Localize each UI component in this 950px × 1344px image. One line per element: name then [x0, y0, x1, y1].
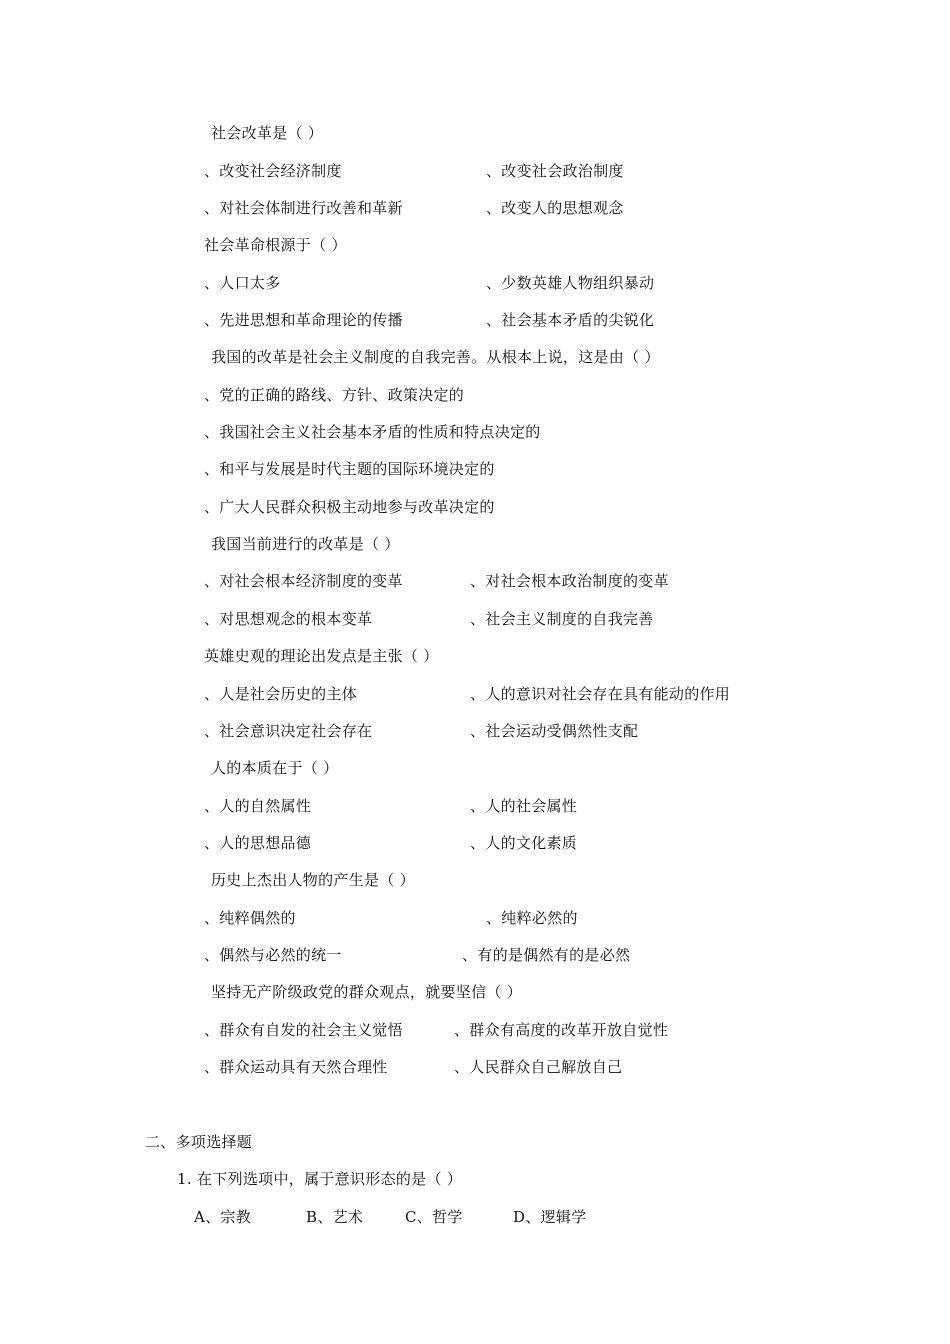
question-3: 我国的改革是社会主义制度的自我完善。从根本上说，这是由（ ） [211, 348, 660, 366]
option-2d: 、社会基本矛盾的尖锐化 [486, 311, 655, 329]
option-6b: 、人的社会属性 [470, 797, 578, 815]
option-6d: 、人的文化素质 [470, 834, 578, 852]
option-5c: 、社会意识决定社会存在 [204, 722, 373, 740]
option-1a: 、改变社会经济制度 [204, 162, 342, 180]
multi-option-c: C、哲学 [405, 1208, 463, 1226]
option-1d: 、改变人的思想观念 [486, 199, 624, 217]
option-3d: 、广大人民群众积极主动地参与改革决定的 [204, 498, 495, 516]
option-3b: 、我国社会主义社会基本矛盾的性质和特点决定的 [204, 423, 541, 441]
option-4a: 、对社会根本经济制度的变革 [204, 572, 403, 590]
question-7: 历史上杰出人物的产生是（ ） [211, 871, 415, 889]
option-7b: 、纯粹必然的 [486, 909, 578, 927]
option-7a: 、纯粹偶然的 [204, 909, 296, 927]
option-4b: 、对社会根本政治制度的变革 [470, 572, 669, 590]
question-8: 坚持无产阶级政党的群众观点，就要坚信（ ） [211, 983, 523, 1001]
option-3a: 、党的正确的路线、方针、政策决定的 [204, 386, 465, 404]
section-heading-multi-choice: 二、多项选择题 [145, 1133, 253, 1151]
multi-option-d: D、逻辑学 [513, 1208, 587, 1226]
option-5a: 、人是社会历史的主体 [204, 685, 358, 703]
multi-option-a: A、宗教 [194, 1208, 252, 1226]
option-8d: 、人民群众自己解放自己 [454, 1058, 623, 1076]
option-4d: 、社会主义制度的自我完善 [470, 610, 654, 628]
option-5d: 、社会运动受偶然性支配 [470, 722, 639, 740]
option-2c: 、先进思想和革命理论的传播 [204, 311, 403, 329]
option-2a: 、人口太多 [204, 274, 281, 292]
option-4c: 、对思想观念的根本变革 [204, 610, 373, 628]
question-6: 人的本质在于（ ） [211, 759, 339, 777]
option-8a: 、群众有自发的社会主义觉悟 [204, 1021, 403, 1039]
question-5: 英雄史观的理论出发点是主张（ ） [204, 647, 439, 665]
question-1: 社会改革是（ ） [211, 124, 324, 142]
multi-option-b: B、艺术 [306, 1208, 364, 1226]
option-8c: 、群众运动具有天然合理性 [204, 1058, 388, 1076]
question-4: 我国当前进行的改革是（ ） [211, 535, 400, 553]
option-7d: 、有的是偶然有的是必然 [462, 946, 631, 964]
option-1c: 、对社会体制进行改善和革新 [204, 199, 403, 217]
option-6a: 、人的自然属性 [204, 797, 312, 815]
option-2b: 、少数英雄人物组织暴动 [486, 274, 655, 292]
option-6c: 、人的思想品德 [204, 834, 312, 852]
option-1b: 、改变社会政治制度 [486, 162, 624, 180]
option-5b: 、人的意识对社会存在具有能动的作用 [470, 685, 731, 703]
multi-question-1: 1. 在下列选项中，属于意识形态的是（ ） [177, 1170, 463, 1188]
option-7c: 、偶然与必然的统一 [204, 946, 342, 964]
option-3c: 、和平与发展是时代主题的国际环境决定的 [204, 460, 495, 478]
option-8b: 、群众有高度的改革开放自觉性 [454, 1021, 669, 1039]
question-2: 社会革命根源于（ ） [204, 236, 347, 254]
